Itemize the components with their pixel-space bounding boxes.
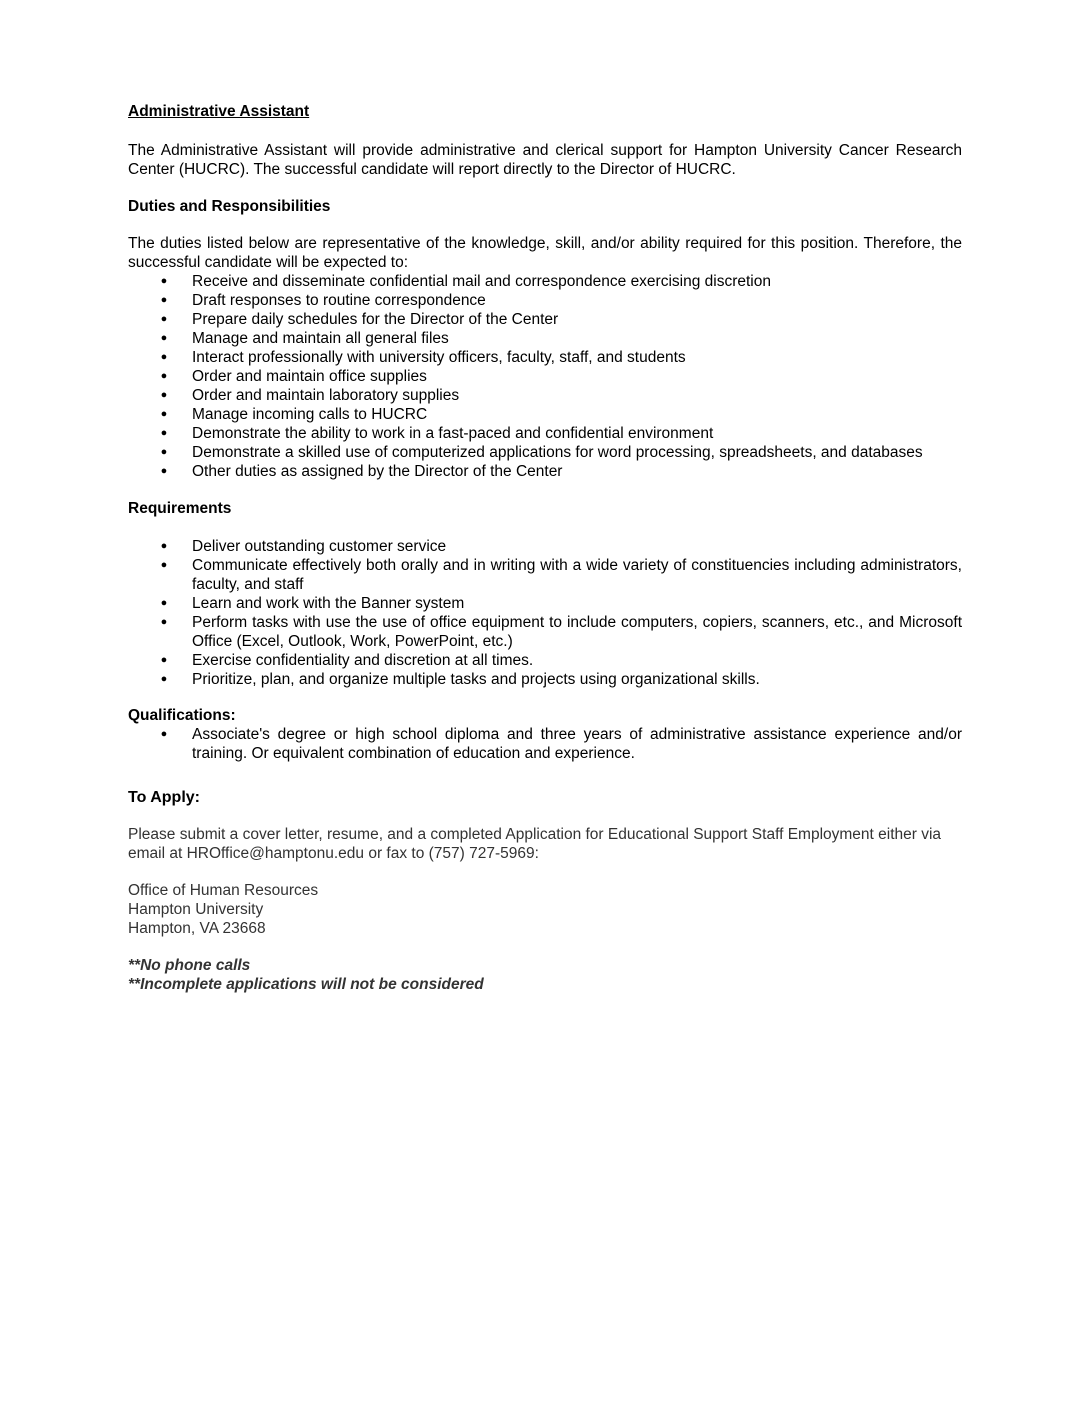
bullet-icon: ● xyxy=(160,673,168,685)
document-title: Administrative Assistant xyxy=(128,103,310,120)
bullet-icon: ● xyxy=(160,370,168,382)
bullet-icon: ● xyxy=(160,728,168,740)
list-item: ● Perform tasks with use the use of office equipment to include computers, copiers, scanners, etc., and Microsoft Office (Excel, Outlook, Work, PowerPoint, etc.) xyxy=(160,614,962,650)
qualifications-heading: Qualifications: xyxy=(128,707,236,724)
list-item: ● Learn and work with the Banner system xyxy=(160,595,465,612)
apply-instructions: Please submit a cover letter, resume, and a completed Application for Educational Support Staff Employment either via email at HROffice@hamptonu.edu or fax to (757) 727-5969: xyxy=(128,826,942,862)
bullet-icon: ● xyxy=(160,616,168,628)
bullet-icon: ● xyxy=(160,389,168,401)
list-item: ● Draft responses to routine correspondence xyxy=(160,292,486,309)
bullet-icon: ● xyxy=(160,313,168,325)
list-item: ● Order and maintain laboratory supplies xyxy=(160,387,460,404)
requirements-heading: Requirements xyxy=(128,500,232,517)
bullet-icon: ● xyxy=(160,465,168,477)
mailing-address xyxy=(128,881,962,938)
list-item: ● Exercise confidentiality and discretion at all times. xyxy=(160,652,534,669)
list-item: ● Order and maintain office supplies xyxy=(160,368,427,385)
apply-heading: To Apply: xyxy=(128,789,200,806)
duties-list xyxy=(128,272,962,481)
address-line: Hampton University xyxy=(128,901,264,918)
document-body xyxy=(128,102,962,994)
list-item: ● Receive and disseminate confidential mail and correspondence exercising discretion xyxy=(160,273,771,290)
bullet-icon: ● xyxy=(160,351,168,363)
bullet-icon: ● xyxy=(160,427,168,439)
list-item: ● Demonstrate a skilled use of computerized applications for word processing, spreadsheets, and databases xyxy=(160,444,923,461)
list-item: ● Communicate effectively both orally and in writing with a wide variety of constituencies including administrators, faculty, and staff xyxy=(160,557,962,593)
list-item: ● Deliver outstanding customer service xyxy=(160,538,447,555)
note-no-phone-calls: **No phone calls xyxy=(128,957,251,974)
list-item: ● Other duties as assigned by the Director of the Center xyxy=(160,463,563,480)
qualifications-list xyxy=(128,725,962,763)
requirements-list xyxy=(128,537,962,689)
address-line: Hampton, VA 23668 xyxy=(128,920,266,937)
bullet-icon: ● xyxy=(160,446,168,458)
intro-paragraph: The Administrative Assistant will provide administrative and clerical support for Hampton University Cancer Research Center (HUCRC). The successful candidate will report directly to the Director of HUCRC. xyxy=(128,142,962,178)
duties-intro: The duties listed below are representative of the knowledge, skill, and/or ability required for this position. Therefore, the successful candidate will be expected to: xyxy=(128,235,962,271)
list-item: ● Associate's degree or high school diploma and three years of administrative assistance experience and/or training. Or equivalent combination of education and experience. xyxy=(160,726,962,762)
bullet-icon: ● xyxy=(160,294,168,306)
bullet-icon: ● xyxy=(160,332,168,344)
duties-heading: Duties and Responsibilities xyxy=(128,198,331,215)
address-line: Office of Human Resources xyxy=(128,882,319,899)
list-item: ● Prepare daily schedules for the Director of the Center xyxy=(160,311,559,328)
list-item: ● Manage incoming calls to HUCRC xyxy=(160,406,428,423)
list-item: ● Manage and maintain all general files xyxy=(160,330,449,347)
bullet-icon: ● xyxy=(160,540,168,552)
list-item: ● Prioritize, plan, and organize multiple tasks and projects using organizational skills. xyxy=(160,671,760,688)
bullet-icon: ● xyxy=(160,597,168,609)
bullet-icon: ● xyxy=(160,275,168,287)
bullet-icon: ● xyxy=(160,559,168,571)
note-incomplete-applications: **Incomplete applications will not be considered xyxy=(128,976,484,993)
bullet-icon: ● xyxy=(160,408,168,420)
bullet-icon: ● xyxy=(160,654,168,666)
list-item: ● Interact professionally with university officers, faculty, staff, and students xyxy=(160,349,686,366)
list-item: ● Demonstrate the ability to work in a fast-paced and confidential environment xyxy=(160,425,714,442)
